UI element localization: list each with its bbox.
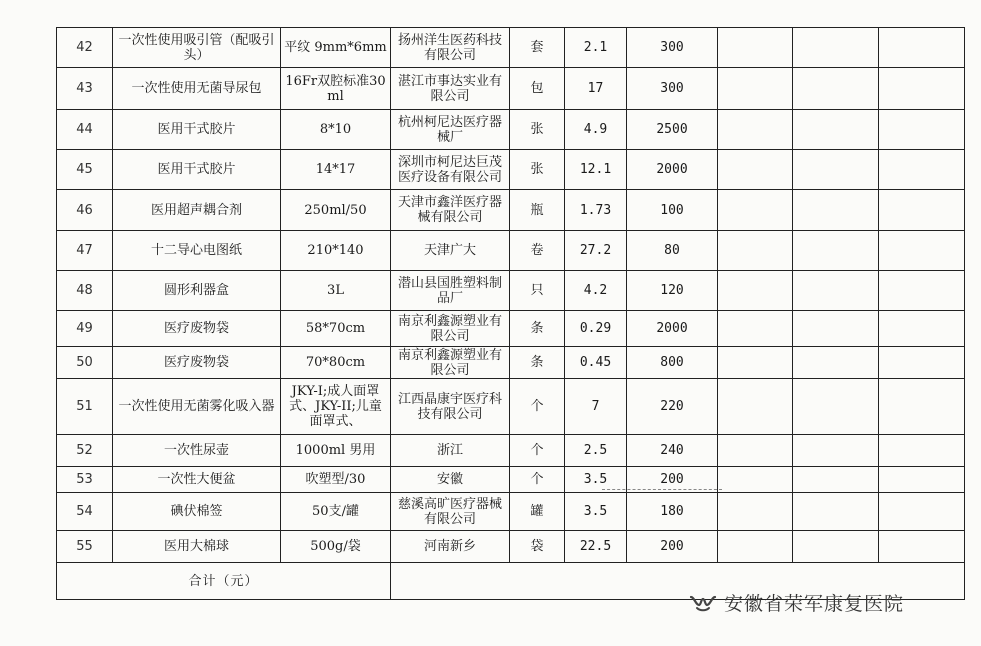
empty-cell xyxy=(793,435,879,467)
item-name: 医疗废物袋 xyxy=(113,347,281,379)
empty-cell xyxy=(793,68,879,110)
item-price: 27.2 xyxy=(565,231,627,271)
empty-cell xyxy=(793,531,879,563)
table-row xyxy=(57,311,965,347)
item-unit: 条 xyxy=(510,311,565,347)
row-number: 52 xyxy=(57,435,113,467)
empty-cell xyxy=(879,435,965,467)
item-quantity: 800 xyxy=(627,347,718,379)
table-row xyxy=(57,231,965,271)
row-number: 48 xyxy=(57,271,113,311)
item-quantity: 300 xyxy=(627,28,718,68)
table-row xyxy=(57,190,965,231)
item-name: 一次性使用吸引管（配吸引头） xyxy=(113,28,281,68)
row-number: 49 xyxy=(57,311,113,347)
item-quantity: 180 xyxy=(627,493,718,531)
item-unit: 套 xyxy=(510,28,565,68)
item-unit: 卷 xyxy=(510,231,565,271)
empty-cell xyxy=(793,28,879,68)
item-manufacturer: 扬州洋生医药科技有限公司 xyxy=(391,28,510,68)
item-price: 0.45 xyxy=(565,347,627,379)
item-unit: 只 xyxy=(510,271,565,311)
empty-cell xyxy=(879,531,965,563)
item-spec: 250ml/50 xyxy=(281,190,391,231)
empty-cell xyxy=(879,467,965,493)
item-quantity: 80 xyxy=(627,231,718,271)
empty-cell xyxy=(879,190,965,231)
item-unit: 瓶 xyxy=(510,190,565,231)
empty-cell xyxy=(718,347,793,379)
item-quantity: 300 xyxy=(627,68,718,110)
empty-cell xyxy=(718,110,793,150)
empty-cell xyxy=(793,493,879,531)
watermark xyxy=(688,589,904,616)
row-number: 47 xyxy=(57,231,113,271)
item-unit: 袋 xyxy=(510,531,565,563)
item-quantity: 200 xyxy=(627,467,718,493)
table-row xyxy=(57,150,965,190)
table-row xyxy=(57,110,965,150)
item-unit: 张 xyxy=(510,150,565,190)
item-spec: 8*10 xyxy=(281,110,391,150)
item-name: 一次性尿壶 xyxy=(113,435,281,467)
item-price: 0.29 xyxy=(565,311,627,347)
table-row xyxy=(57,379,965,435)
item-manufacturer: 南京利鑫源塑业有限公司 xyxy=(391,347,510,379)
item-spec: 平纹 9mm*6mm xyxy=(281,28,391,68)
scan-mark xyxy=(602,489,722,491)
empty-cell xyxy=(879,68,965,110)
table-row xyxy=(57,28,965,68)
item-unit: 个 xyxy=(510,435,565,467)
item-spec: 50支/罐 xyxy=(281,493,391,531)
row-number: 53 xyxy=(57,467,113,493)
row-number: 45 xyxy=(57,150,113,190)
empty-cell xyxy=(718,493,793,531)
table-row xyxy=(57,467,965,493)
empty-cell xyxy=(718,271,793,311)
empty-cell xyxy=(718,379,793,435)
item-quantity: 220 xyxy=(627,379,718,435)
item-spec: 16Fr双腔标准30ml xyxy=(281,68,391,110)
item-unit: 条 xyxy=(510,347,565,379)
row-number: 55 xyxy=(57,531,113,563)
item-unit: 张 xyxy=(510,110,565,150)
item-name: 碘伏棉签 xyxy=(113,493,281,531)
item-spec: 500g/袋 xyxy=(281,531,391,563)
empty-cell xyxy=(718,28,793,68)
item-quantity: 100 xyxy=(627,190,718,231)
item-manufacturer: 河南新乡 xyxy=(391,531,510,563)
item-manufacturer: 江西晶康宇医疗科技有限公司 xyxy=(391,379,510,435)
item-price: 12.1 xyxy=(565,150,627,190)
wechat-channel-icon xyxy=(688,591,718,615)
item-price: 3.5 xyxy=(565,493,627,531)
item-unit: 个 xyxy=(510,467,565,493)
item-unit: 包 xyxy=(510,68,565,110)
item-spec: 3L xyxy=(281,271,391,311)
row-number: 44 xyxy=(57,110,113,150)
empty-cell xyxy=(718,190,793,231)
item-manufacturer: 潜山县国胜塑料制品厂 xyxy=(391,271,510,311)
item-quantity: 2000 xyxy=(627,150,718,190)
item-spec: 210*140 xyxy=(281,231,391,271)
item-name: 一次性大便盆 xyxy=(113,467,281,493)
item-name: 医用大棉球 xyxy=(113,531,281,563)
empty-cell xyxy=(879,379,965,435)
watermark-text: 安徽省荣军康复医院 xyxy=(724,593,905,615)
total-label: 合计（元） xyxy=(57,563,391,600)
item-manufacturer: 杭州柯尼达医疗器械厂 xyxy=(391,110,510,150)
row-number: 43 xyxy=(57,68,113,110)
row-number: 42 xyxy=(57,28,113,68)
empty-cell xyxy=(793,190,879,231)
empty-cell xyxy=(793,271,879,311)
item-manufacturer: 天津市鑫洋医疗器械有限公司 xyxy=(391,190,510,231)
empty-cell xyxy=(793,467,879,493)
item-manufacturer: 深圳市柯尼达巨茂医疗设备有限公司 xyxy=(391,150,510,190)
empty-cell xyxy=(793,311,879,347)
empty-cell xyxy=(879,231,965,271)
row-number: 51 xyxy=(57,379,113,435)
empty-cell xyxy=(879,347,965,379)
item-price: 4.9 xyxy=(565,110,627,150)
item-name: 医用干式胶片 xyxy=(113,150,281,190)
empty-cell xyxy=(718,311,793,347)
empty-cell xyxy=(879,110,965,150)
procurement-table xyxy=(56,27,965,600)
item-quantity: 2500 xyxy=(627,110,718,150)
empty-cell xyxy=(793,110,879,150)
empty-cell xyxy=(793,150,879,190)
item-price: 17 xyxy=(565,68,627,110)
item-price: 22.5 xyxy=(565,531,627,563)
empty-cell xyxy=(718,150,793,190)
item-name: 一次性使用无菌导尿包 xyxy=(113,68,281,110)
item-spec: 70*80cm xyxy=(281,347,391,379)
item-price: 2.1 xyxy=(565,28,627,68)
item-manufacturer: 慈溪高旷医疗器械有限公司 xyxy=(391,493,510,531)
item-quantity: 240 xyxy=(627,435,718,467)
item-name: 圆形利器盒 xyxy=(113,271,281,311)
empty-cell xyxy=(879,150,965,190)
item-name: 医用超声耦合剂 xyxy=(113,190,281,231)
item-name: 医用干式胶片 xyxy=(113,110,281,150)
table-row xyxy=(57,68,965,110)
item-price: 7 xyxy=(565,379,627,435)
empty-cell xyxy=(793,347,879,379)
item-manufacturer: 天津广大 xyxy=(391,231,510,271)
item-quantity: 2000 xyxy=(627,311,718,347)
empty-cell xyxy=(879,311,965,347)
item-unit: 罐 xyxy=(510,493,565,531)
row-number: 46 xyxy=(57,190,113,231)
item-quantity: 120 xyxy=(627,271,718,311)
item-price: 4.2 xyxy=(565,271,627,311)
empty-cell xyxy=(793,231,879,271)
item-manufacturer: 浙江 xyxy=(391,435,510,467)
item-spec: 58*70cm xyxy=(281,311,391,347)
empty-cell xyxy=(879,493,965,531)
item-manufacturer: 湛江市事达实业有限公司 xyxy=(391,68,510,110)
empty-cell xyxy=(718,467,793,493)
item-spec: 吹塑型/30 xyxy=(281,467,391,493)
item-quantity: 200 xyxy=(627,531,718,563)
item-name: 十二导心电图纸 xyxy=(113,231,281,271)
row-number: 54 xyxy=(57,493,113,531)
empty-cell xyxy=(879,28,965,68)
item-manufacturer: 安徽 xyxy=(391,467,510,493)
table-row xyxy=(57,435,965,467)
item-manufacturer: 南京利鑫源塑业有限公司 xyxy=(391,311,510,347)
table-row xyxy=(57,347,965,379)
item-unit: 个 xyxy=(510,379,565,435)
item-spec: 1000ml 男用 xyxy=(281,435,391,467)
table-row xyxy=(57,531,965,563)
empty-cell xyxy=(718,531,793,563)
item-spec: 14*17 xyxy=(281,150,391,190)
empty-cell xyxy=(718,68,793,110)
item-price: 1.73 xyxy=(565,190,627,231)
empty-cell xyxy=(718,435,793,467)
item-name: 一次性使用无菌雾化吸入器 xyxy=(113,379,281,435)
item-name: 医疗废物袋 xyxy=(113,311,281,347)
row-number: 50 xyxy=(57,347,113,379)
empty-cell xyxy=(879,271,965,311)
table-row xyxy=(57,493,965,531)
item-price: 2.5 xyxy=(565,435,627,467)
empty-cell xyxy=(793,379,879,435)
table-row xyxy=(57,271,965,311)
item-spec: JKY-I;成人面罩式、JKY-II;儿童面罩式、 xyxy=(281,379,391,435)
item-price: 3.5 xyxy=(565,467,627,493)
empty-cell xyxy=(718,231,793,271)
